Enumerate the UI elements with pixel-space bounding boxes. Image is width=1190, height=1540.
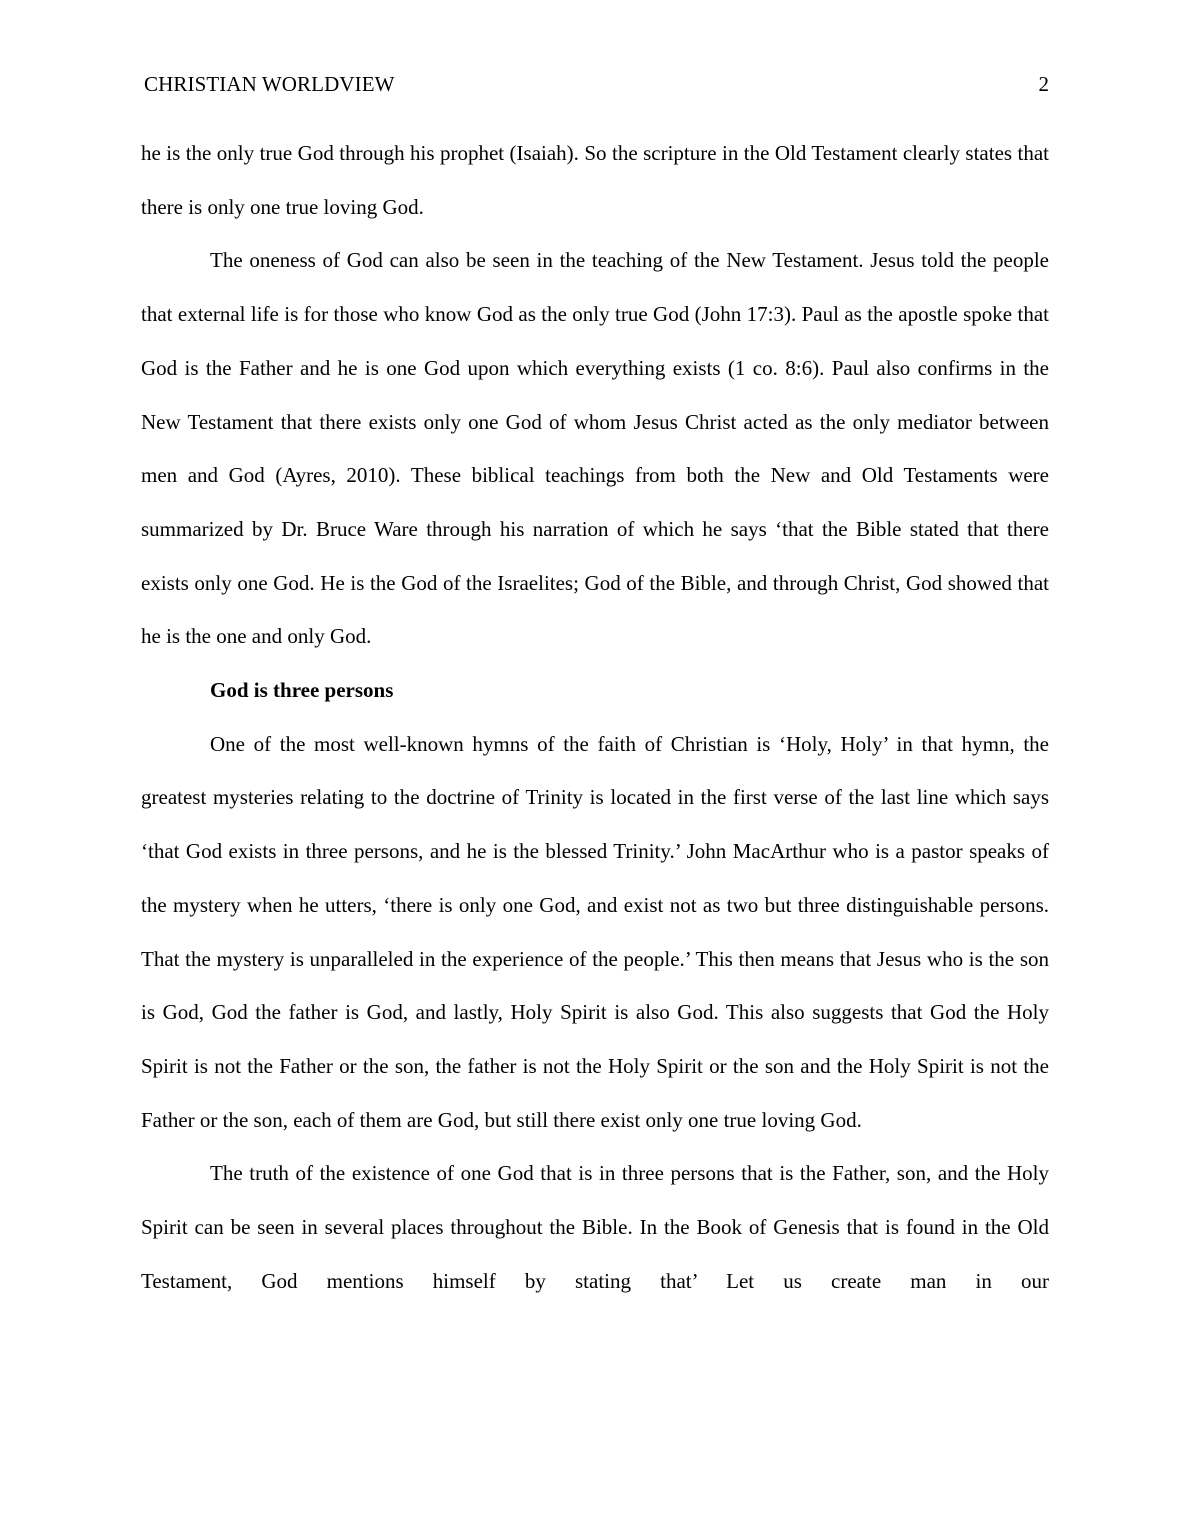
paragraph-oneness-of-god: The oneness of God can also be seen in the teaching of the New Testament. Jesus told the people that external life is for those who know God as the only true God (John 17:3). Paul as the apostle spoke that God is the Father and he is one God upon which everything exists (1 co. 8:6). Paul also confirms in the New Testament that there exists only one God of whom Jesus Christ acted as the only mediator between men and God (Ayres, 2010). These biblical teachings from both the New and Old Testaments were summarized by Dr. Bruce Ware through his narration of which he says ‘that the Bible stated that there exists only one God. He is the God of the Israelites; God of the Bible, and through Christ, God showed that he is the one and only God. [141,248,1049,649]
body-text [141,127,1049,1308]
paragraph-continuation: he is the only true God through his prophet (Isaiah). So the scripture in the Old Testament clearly states that there is only one true loving God. [141,141,1049,219]
section-heading: God is three persons [210,678,394,703]
page-number: 2 [1038,72,1049,96]
paragraph-three-persons-truth: The truth of the existence of one God that is in three persons that is the Father, son, and the Holy Spirit can be seen in several places throughout the Bible. In the Book of Genesis that is found in the Old Testament, God mentions himself by stating that’ Let us create man in our [141,1161,1049,1293]
paragraph-holy-holy-hymn: One of the most well-known hymns of the faith of Christian is ‘Holy, Holy’ in that hymn, the greatest mysteries relating to the doctrine of Trinity is located in the first verse of the last line which says ‘that God exists in three persons, and he is the blessed Trinity.’ John MacArthur who is a pastor speaks of the mystery when he utters, ‘there is only one God, and exist not as two but three distinguishable persons. That the mystery is unparalleled in the experience of the people.’ This then means that Jesus who is the son is God, God the father is God, and lastly, Holy Spirit is also God. This also suggests that God the Holy Spirit is not the Father or the son, the father is not the Holy Spirit or the son and the Holy Spirit is not the Father or the son, each of them are God, but still there exist only one true loving God. [141,731,1049,1132]
running-head: CHRISTIAN WORLDVIEW [144,72,395,96]
